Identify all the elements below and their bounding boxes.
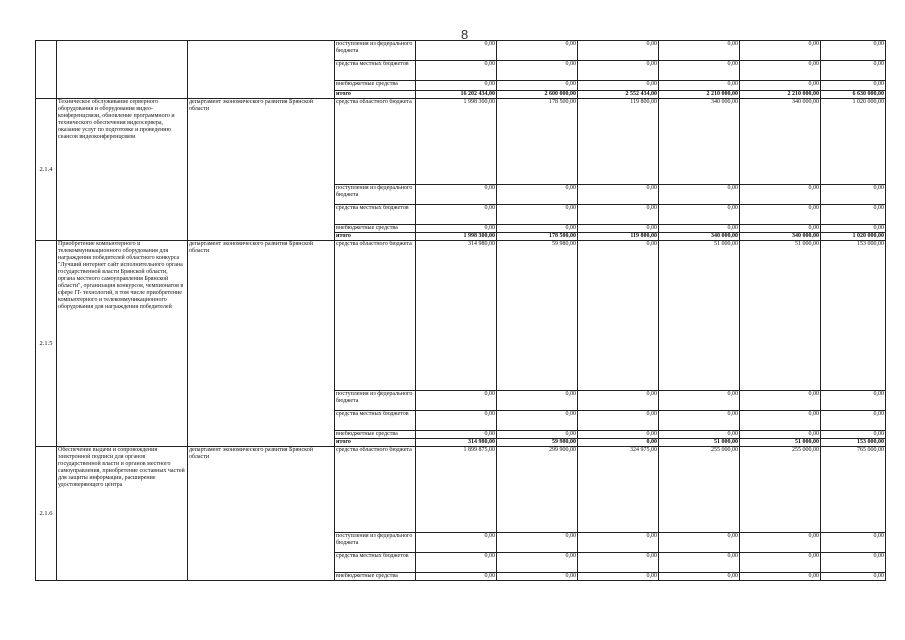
budget-table-body xyxy=(36,41,886,581)
value-cell: 0,00 xyxy=(659,41,740,61)
value-cell: 324 975,00 xyxy=(578,447,659,533)
source-label: внебюджетные средства xyxy=(335,573,416,581)
value-cell: 0,00 xyxy=(497,553,578,573)
row-number: 2.1.5 xyxy=(36,241,57,447)
measure-row xyxy=(36,447,886,533)
value-cell: 59 980,00 xyxy=(497,241,578,391)
value-cell: 0,00 xyxy=(659,205,740,225)
value-cell: 0,00 xyxy=(578,205,659,225)
value-cell: 0,00 xyxy=(578,439,659,447)
source-label: средства областного бюджета xyxy=(335,99,416,185)
value-cell: 0,00 xyxy=(821,225,886,233)
value-cell: 0,00 xyxy=(416,573,497,581)
value-cell: 59 980,00 xyxy=(497,439,578,447)
value-cell: 0,00 xyxy=(659,431,740,439)
value-cell: 0,00 xyxy=(821,553,886,573)
value-cell: 0,00 xyxy=(416,225,497,233)
source-label: поступления из федерального бюджета xyxy=(335,391,416,411)
value-cell: 0,00 xyxy=(659,81,740,91)
value-cell: 314 980,00 xyxy=(416,241,497,391)
source-label: итого xyxy=(335,233,416,241)
value-cell: 0,00 xyxy=(659,573,740,581)
measure-name xyxy=(57,41,188,99)
value-cell: 0,00 xyxy=(740,41,821,61)
value-cell: 0,00 xyxy=(821,205,886,225)
source-label: внебюджетные средства xyxy=(335,431,416,439)
value-cell: 119 800,00 xyxy=(578,99,659,185)
value-cell: 0,00 xyxy=(497,411,578,431)
row-number xyxy=(36,41,57,99)
value-cell: 178 500,00 xyxy=(497,99,578,185)
value-cell: 299 900,00 xyxy=(497,447,578,533)
measure-name: Техническое обслуживание серверного оборудования и оборудования видео-конференцсвязи, обновление программного и технического обеспечения видеосервера, оказание услуг по подготовке и проведению сеансов видеоконференцсвязи xyxy=(57,99,188,241)
value-cell: 0,00 xyxy=(497,533,578,553)
value-cell: 2 552 434,00 xyxy=(578,91,659,99)
value-cell: 0,00 xyxy=(821,431,886,439)
value-cell: 0,00 xyxy=(740,61,821,81)
value-cell: 0,00 xyxy=(821,391,886,411)
value-cell: 0,00 xyxy=(740,225,821,233)
source-label: средства местных бюджетов xyxy=(335,411,416,431)
value-cell: 0,00 xyxy=(740,533,821,553)
value-cell: 51 000,00 xyxy=(740,241,821,391)
value-cell: 255 000,00 xyxy=(740,447,821,533)
value-cell: 0,00 xyxy=(416,81,497,91)
value-cell: 0,00 xyxy=(497,41,578,61)
value-cell: 0,00 xyxy=(659,225,740,233)
value-cell: 0,00 xyxy=(740,391,821,411)
value-cell: 51 000,00 xyxy=(659,439,740,447)
value-cell: 0,00 xyxy=(578,391,659,411)
value-cell: 16 202 434,00 xyxy=(416,91,497,99)
continuation-row xyxy=(36,41,886,61)
source-label: средства областного бюджета xyxy=(335,241,416,391)
value-cell: 0,00 xyxy=(659,553,740,573)
value-cell: 0,00 xyxy=(578,225,659,233)
value-cell: 0,00 xyxy=(578,61,659,81)
source-label: внебюджетные средства xyxy=(335,225,416,233)
value-cell: 0,00 xyxy=(659,533,740,553)
value-cell: 765 000,00 xyxy=(821,447,886,533)
value-cell: 2 600 000,00 xyxy=(497,91,578,99)
value-cell: 0,00 xyxy=(497,573,578,581)
measure-name: Обеспечение выдачи и сопровождения электронной подписи для органов государственной власти и органов местного самоуправления, приобретение составных частей для защиты информации, расширение удостоверяющего центра xyxy=(57,447,188,581)
executor: департамент экономического развития Брянской области xyxy=(188,241,335,447)
page-number: 8 xyxy=(461,27,469,42)
value-cell: 0,00 xyxy=(416,391,497,411)
value-cell: 178 500,00 xyxy=(497,233,578,241)
value-cell: 2 210 000,00 xyxy=(659,91,740,99)
value-cell: 0,00 xyxy=(578,573,659,581)
value-cell: 340 000,00 xyxy=(659,233,740,241)
value-cell: 340 000,00 xyxy=(740,99,821,185)
value-cell: 0,00 xyxy=(497,185,578,205)
value-cell: 0,00 xyxy=(659,391,740,411)
value-cell: 314 980,00 xyxy=(416,439,497,447)
value-cell: 6 630 000,00 xyxy=(821,91,886,99)
value-cell: 0,00 xyxy=(497,391,578,411)
source-label: средства областного бюджета xyxy=(335,447,416,533)
value-cell: 0,00 xyxy=(740,81,821,91)
value-cell: 0,00 xyxy=(416,205,497,225)
value-cell: 119 800,00 xyxy=(578,233,659,241)
measure-row xyxy=(36,241,886,391)
value-cell: 0,00 xyxy=(821,411,886,431)
source-label: поступления из федерального бюджета xyxy=(335,41,416,61)
value-cell: 0,00 xyxy=(740,573,821,581)
value-cell: 0,00 xyxy=(659,411,740,431)
source-label: средства местных бюджетов xyxy=(335,553,416,573)
value-cell: 0,00 xyxy=(578,81,659,91)
value-cell: 0,00 xyxy=(578,241,659,391)
value-cell: 0,00 xyxy=(578,185,659,205)
value-cell: 0,00 xyxy=(578,533,659,553)
value-cell: 0,00 xyxy=(740,553,821,573)
value-cell: 1 020 000,00 xyxy=(821,233,886,241)
source-label: поступления из федерального бюджета xyxy=(335,185,416,205)
value-cell: 255 000,00 xyxy=(659,447,740,533)
value-cell: 0,00 xyxy=(578,41,659,61)
value-cell: 0,00 xyxy=(740,185,821,205)
value-cell: 0,00 xyxy=(497,431,578,439)
source-label: средства местных бюджетов xyxy=(335,61,416,81)
source-label: поступления из федерального бюджета xyxy=(335,533,416,553)
executor: департамент экономического развития Брянской области xyxy=(188,447,335,581)
value-cell: 0,00 xyxy=(416,431,497,439)
value-cell: 153 000,00 xyxy=(821,241,886,391)
value-cell: 0,00 xyxy=(578,553,659,573)
source-label: средства местных бюджетов xyxy=(335,205,416,225)
value-cell: 2 210 000,00 xyxy=(740,91,821,99)
value-cell: 1 998 300,00 xyxy=(416,99,497,185)
value-cell: 0,00 xyxy=(578,411,659,431)
budget-table xyxy=(35,40,886,581)
value-cell: 0,00 xyxy=(416,411,497,431)
source-label: итого xyxy=(335,91,416,99)
source-label: итого xyxy=(335,439,416,447)
value-cell: 0,00 xyxy=(497,61,578,81)
value-cell: 1 899 875,00 xyxy=(416,447,497,533)
value-cell: 1 020 000,00 xyxy=(821,99,886,185)
value-cell: 340 000,00 xyxy=(740,233,821,241)
value-cell: 0,00 xyxy=(416,61,497,81)
row-number: 2.1.6 xyxy=(36,447,57,581)
value-cell: 0,00 xyxy=(821,41,886,61)
value-cell: 0,00 xyxy=(497,225,578,233)
value-cell: 51 000,00 xyxy=(659,241,740,391)
value-cell: 0,00 xyxy=(416,553,497,573)
value-cell: 0,00 xyxy=(416,533,497,553)
value-cell: 0,00 xyxy=(821,81,886,91)
value-cell: 0,00 xyxy=(659,61,740,81)
value-cell: 0,00 xyxy=(821,185,886,205)
value-cell: 0,00 xyxy=(821,61,886,81)
value-cell: 0,00 xyxy=(416,185,497,205)
value-cell: 0,00 xyxy=(821,533,886,553)
measure-row xyxy=(36,99,886,185)
value-cell: 0,00 xyxy=(821,573,886,581)
measure-name: Приобретение компьютерного и телекоммуникационного оборудования для награждения победителей областного конкурса "Лучший интернет сайт исполнительного органа государственной власти Брянской области, органа местного самоуправления Брянской области", организация конкурсов, чемпионатов в сфере IT- технологий, в том числе приобретение компьютерного и телекоммуникационного оборудования для награждения победителей xyxy=(57,241,188,447)
row-number: 2.1.4 xyxy=(36,99,57,241)
value-cell: 0,00 xyxy=(497,205,578,225)
executor: департамент экономического развития Брянской области xyxy=(188,99,335,241)
value-cell: 0,00 xyxy=(416,41,497,61)
value-cell: 0,00 xyxy=(740,205,821,225)
value-cell: 1 998 300,00 xyxy=(416,233,497,241)
value-cell: 0,00 xyxy=(659,185,740,205)
value-cell: 0,00 xyxy=(740,431,821,439)
value-cell: 0,00 xyxy=(740,411,821,431)
value-cell: 153 000,00 xyxy=(821,439,886,447)
value-cell: 0,00 xyxy=(497,81,578,91)
value-cell: 51 000,00 xyxy=(740,439,821,447)
source-label: внебюджетные средства xyxy=(335,81,416,91)
executor xyxy=(188,41,335,99)
value-cell: 340 000,00 xyxy=(659,99,740,185)
value-cell: 0,00 xyxy=(578,431,659,439)
